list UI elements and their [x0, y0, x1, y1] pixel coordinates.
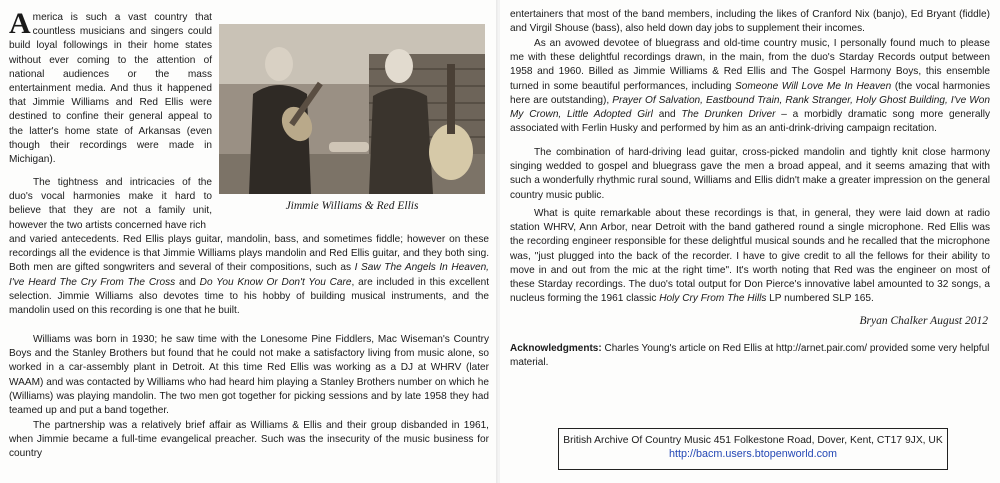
harmony-paragraph-top: [9, 176, 212, 233]
review-text-end: – a morbidly dramatic song more generally associated with Ferlin Husky and performed by him as an anti-drink-driving campaign recitation.: [510, 109, 990, 135]
intro-paragraph: [9, 7, 212, 167]
recording-text: What is quite remarkable about these recordings is that, in general, they were laid down at radio station WHRV, Ann Arbor, near Detroit with the band gathered round a single microphone. Red Ellis was the recording engineer responsible for these delightful musical sounds and he recalled that the microphone was, "just plugged into the back of the recorder. I have to give credit to all the fellows for their ability to move in and out from the mic at the right time". It's worth noting that Red was the engineer on most of these Starday recordings. The duo's total output for Don Pierce's innovative label amounted to 32 songs, a nucleus forming the 1961 classic: [510, 208, 990, 305]
right-page: [500, 0, 1000, 483]
harmony-text-end: , are included in this excellent selection. Jimmie Williams also devotes time to his hobby of building musical instruments, and the mandolin used on this recording is one that he built.: [9, 276, 489, 317]
acknowledgments-text: Charles Young's article on Red Ellis at http://arnet.pair.com/ provided some very helpful material.: [510, 343, 990, 368]
harmony-text: and varied antecedents. Red Ellis plays guitar, mandolin, bass, and sometimes fiddle; however on these recordings all the evidence is that Jimmie Williams plays mandolin and Red Ellis guitar, and they both sing. Both men are gifted songwriters and several of their compositions, such as: [9, 234, 489, 274]
left-page: [0, 0, 498, 483]
album-title: Holy Cry From The Hills: [659, 293, 767, 305]
acknowledgments: [510, 342, 990, 370]
review-and: and: [652, 109, 682, 121]
song-title-1: I Saw The Angels In Heaven, I've Heard The Cry From The Cross: [9, 262, 489, 288]
entertainers-text: entertainers that most of the band members, including the likes of Cranford Nix (banjo), Ed Bryant (fiddle) and Virgil Shouse (bass), also held down day jobs to supplement their incomes.: [510, 9, 990, 35]
harmony-paragraph-bottom: [9, 233, 489, 318]
harmony-and: and: [175, 276, 200, 288]
intro-text: merica is such a vast country that countless musicians and singers could build loyal followings in their home states without ever coming to the attention of national audiences or the mass entertainment media. And thus it happened that Jimmie Williams and Red Ellis were destined to confine their general appeal to the latter's home state of Arkansas (even though their recordings were made in Michigan).: [9, 12, 212, 166]
song-titles-list: Prayer Of Salvation, Eastbound Train, Rank Stranger, Holy Ghost Building, I've Won My Crown, Little Adopted Girl: [510, 94, 990, 121]
archive-address: British Archive Of Country Music 451 Folkestone Road, Dover, Kent, CT17 9JX, UK: [563, 435, 943, 446]
song-title-last: The Drunken Driver: [681, 109, 776, 121]
biography-text: Williams was born in 1930; he saw time with the Lonesome Pine Fiddlers, Mac Wiseman's Country Boys and the Stanley Brothers but found that he could not make a satisfactory living from music alone, so worked in a car-assembly plant in Detroit. At this time Red Ellis was working as a DJ at WHRV (later WAAM) and was contacted by Williams who had heard him playing a Stanley Brothers number on which he (Williams) was playing mandolin. The two men got together for picking sessions and by late 1958 they had teamed up and put a band together.: [9, 334, 489, 417]
recording-text-end: LP numbered SLP 165.: [766, 293, 874, 305]
song-title-2: Do You Know Or Don't You Care: [199, 276, 352, 288]
band-photo-image: [219, 24, 485, 194]
address-box: [558, 428, 948, 470]
acknowledgments-label: Acknowledgments:: [510, 343, 602, 354]
review-text: As an avowed devotee of bluegrass and old-time country music, I personally found much to please me with these delightful recordings drawn, in the main, from the duo's Starday Records output between 1958 and 1960. Billed as Jimmie Williams & Red Ellis and The Gospel Harmony Boys, this ensemble turned in some beautiful performances, including: [510, 38, 990, 92]
archive-url-link[interactable]: http://bacm.users.btopenworld.com: [668, 448, 838, 460]
sound-text: The combination of hard-driving lead guitar, cross-picked mandolin and tightly knit close harmony singing wedded to gospel and bluegrass gave the men a broad appeal, and it seems amazing that with such a wonderfully rhythmic rural sound, Williams and Ellis didn't make a greater impression on the general country music public.: [510, 147, 990, 201]
author-signature: Bryan Chalker August 2012: [859, 315, 988, 327]
partnership-paragraph: [9, 419, 489, 462]
photo-caption: Jimmie Williams & Red Ellis: [285, 200, 419, 212]
song-title-3: Someone Will Love Me In Heaven: [735, 80, 892, 92]
sound-paragraph: [510, 146, 990, 203]
entertainers-paragraph: [510, 8, 990, 36]
drop-cap: A: [9, 7, 31, 40]
band-photo: [219, 24, 485, 194]
harmony-text-top: The tightness and intricacies of the duo's vocal harmonies make it hard to believe that they are not a family unit, however the two artists concerned have rich: [9, 177, 212, 231]
biography-paragraph: [9, 333, 489, 418]
review-paragraph: [510, 37, 990, 136]
review-text-mid: (the vocal harmonies here are outstanding),: [510, 80, 991, 106]
partnership-text: The partnership was a relatively brief affair as Williams & Ellis and their group disbanded in 1961, when Jimmie became a full-time evangelical preacher. Such was the insecurity of the music business for country: [9, 420, 489, 460]
recording-paragraph: [510, 207, 990, 306]
